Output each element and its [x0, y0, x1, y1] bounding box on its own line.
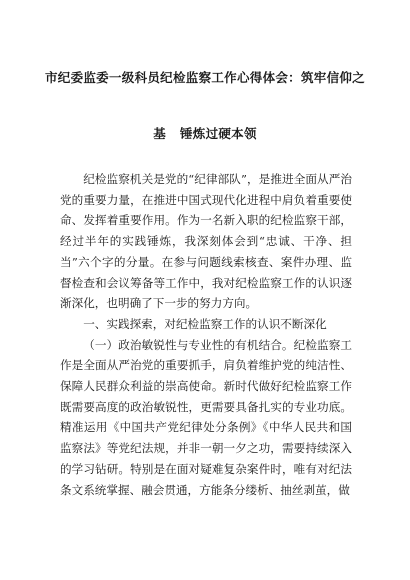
- subsection-paragraph: （一）政治敏锐性与专业性的有机结合。纪检监察工作是全面从严治党的重要抓手，肩负着维护党的纯洁性、保障人民群众利益的崇高使命。新时代做好纪检监察工作既需要高度的政治敏锐性，更需要具备扎实的专业功底。精准运用《中国共产党纪律处分条例》《中华人民共和国监察法》等党纪法规，并非一朝一夕之功，需要持续深入的学习钻研。特别是在面对疑难复杂案件时，唯有对纪法条文系统掌握、融会贯通，方能条分缕析、抽丝剥茧，做: [60, 337, 352, 497]
- document-title-line-2: 基 锤炼过硬本领: [153, 126, 257, 141]
- document-body: [60, 169, 352, 500]
- section-heading: 一、实践探索，对纪检监察工作的认识不断深化: [83, 316, 327, 331]
- intro-paragraph: 纪检监察机关是党的“纪律部队”，是推进全面从严治党的重要力量，在推进中国式现代化进程中肩负着重要使命、发挥着重要作用。作为一名新入职的纪检监察干部，经过半年的实践锤炼，我深刻体会到“忠诚、干净、担当”六个字的分量。在参与问题线索核查、案件办理、监督检查和会议筹备等工作中，我对纪检监察工作的认识逐渐深化，也明确了下一步的努力方向。: [60, 172, 352, 311]
- document-title-line-1: 市纪委监委一级科员纪检监察工作心得体会：筑牢信仰之: [44, 70, 365, 85]
